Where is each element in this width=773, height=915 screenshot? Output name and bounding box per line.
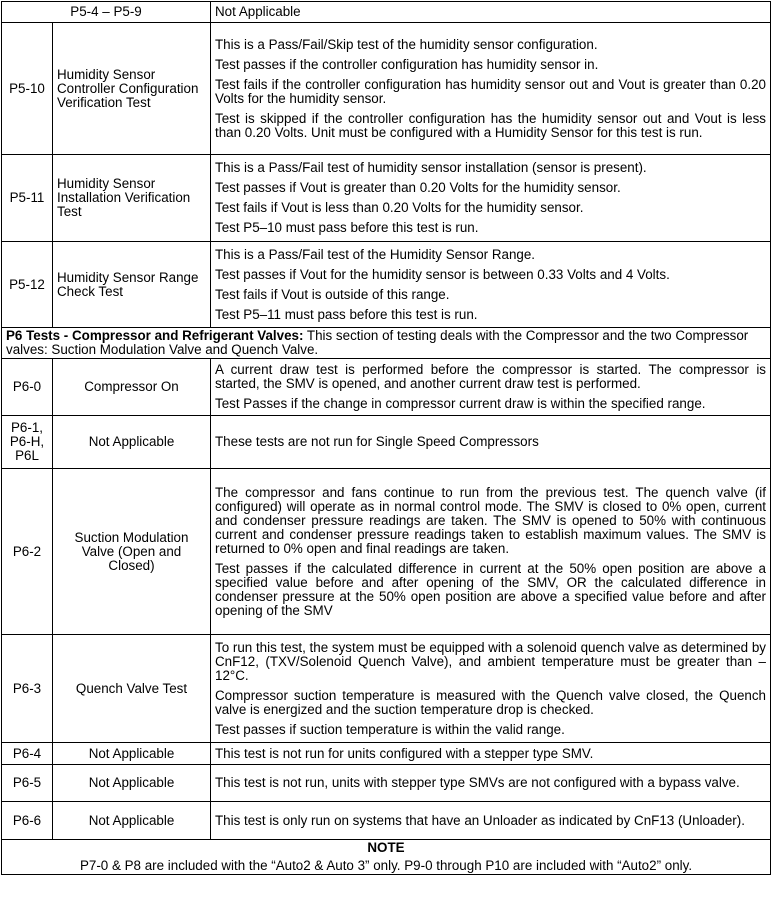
test-description: This is a Pass/Fail/Skip test of the humidity sensor configuration. Test passes if the controller configuration has humidity sensor in. Test fails if the controller configuration has humidity sensor out and Vout is greater than 0.20 Volts for the humidity sensor. Test is skipped if the controller configuration has the humidity sensor out and Vout is less than 0.20 Volts. Unit must be configured with a Humidity Sensor for this test is run. <box>211 23 771 155</box>
note-text: P7-0 & P8 are included with the “Auto2 & Auto 3” only. P9-0 through P10 are included with “Auto2” only. <box>79 858 693 873</box>
table-row <box>2 743 771 765</box>
note-row <box>2 840 771 875</box>
section-title: P6 Tests - Compressor and Refrigerant Valves: <box>6 328 304 343</box>
test-code: P6-0 <box>2 359 53 416</box>
test-name: Suction Modulation Valve (Open and Closed) <box>53 469 211 635</box>
test-description: To run this test, the system must be equipped with a solenoid quench valve as determined by CnF12, (TXV/Solenoid Quench Valve), and ambient temperature must be greater than –12°C. Compressor suction temperature is measured with the Quench valve closed, the Quench valve is energized and the suction temperature drop is checked. Test passes if suction temperature is within the valid range. <box>211 635 771 743</box>
test-name: Quench Valve Test <box>53 635 211 743</box>
test-code: P6-5 <box>2 765 53 802</box>
table-row <box>2 635 771 743</box>
table-row <box>2 242 771 328</box>
test-code: P6-2 <box>2 469 53 635</box>
test-description: This is a Pass/Fail test of the Humidity Sensor Range. Test passes if Vout for the humidity sensor is between 0.33 Volts and 4 Volts. Test fails if Vout is outside of this range. Test P5–11 must pass before this test is run. <box>211 242 771 328</box>
test-name: Not Applicable <box>53 743 211 765</box>
table-row <box>2 359 771 416</box>
test-description: A current draw test is performed before the compressor is started. The compressor is started, the SMV is opened, and another current draw test is performed. Test Passes if the change in compressor current draw is within the specified range. <box>211 359 771 416</box>
note-title: NOTE <box>367 840 405 855</box>
test-procedure-table <box>1 1 771 875</box>
test-description: This test is not run, units with stepper type SMVs are not configured with a bypass valve. <box>211 765 771 802</box>
test-name: Compressor On <box>53 359 211 416</box>
test-description: The compressor and fans continue to run from the previous test. The quench valve (if configured) will operate as in normal control mode. The SMV is closed to 0% open, current and condenser pressure readings are taken. The SMV is opened to 50% with continuous current and condenser pressure readings taken to establish maximum values. The SMV is returned to 0% open and final readings are taken. Test passes if the calculated difference in current at the 50% open position are above a specified value before and after opening of the SMV, OR the calculated difference in condenser pressure at the 50% open position are above a specified value before and after opening of the SMV <box>211 469 771 635</box>
table-row <box>2 23 771 155</box>
test-name: Humidity Sensor Range Check Test <box>53 242 211 328</box>
test-name: Not Applicable <box>53 416 211 469</box>
test-code: P6-6 <box>2 802 53 840</box>
test-code: P6-1, P6-H, P6L <box>2 416 53 469</box>
test-name: Not Applicable <box>53 802 211 840</box>
test-code: P6-3 <box>2 635 53 743</box>
test-description: This is a Pass/Fail test of humidity sensor installation (sensor is present). Test passes if Vout is greater than 0.20 Volts for the humidity sensor. Test fails if Vout is less than 0.20 Volts for the humidity sensor. Test P5–10 must pass before this test is run. <box>211 155 771 242</box>
section-header-row <box>2 328 771 359</box>
test-name: Humidity Sensor Controller Configuration Verification Test <box>53 23 211 155</box>
test-name: Humidity Sensor Installation Verification Test <box>53 155 211 242</box>
section-text: This section of testing deals with the Compressor and the two Compressor valves: Suction Modulation Valve and Quench Valve. <box>6 328 749 357</box>
test-code: P6-4 <box>2 743 53 765</box>
test-code: P5-4 – P5-9 <box>2 2 211 23</box>
table-row <box>2 765 771 802</box>
test-name: Not Applicable <box>53 765 211 802</box>
test-description: These tests are not run for Single Speed Compressors <box>211 416 771 469</box>
table-row <box>2 469 771 635</box>
test-description: This test is only run on systems that have an Unloader as indicated by CnF13 (Unloader). <box>211 802 771 840</box>
table-row <box>2 802 771 840</box>
test-code: P5-11 <box>2 155 53 242</box>
test-code: P5-10 <box>2 23 53 155</box>
table-row <box>2 416 771 469</box>
table-row <box>2 155 771 242</box>
test-description: This test is not run for units configured with a stepper type SMV. <box>211 743 771 765</box>
table-row <box>2 2 771 23</box>
test-description: Not Applicable <box>211 2 771 23</box>
note <box>2 840 771 875</box>
section-header <box>2 328 771 359</box>
test-code: P5-12 <box>2 242 53 328</box>
